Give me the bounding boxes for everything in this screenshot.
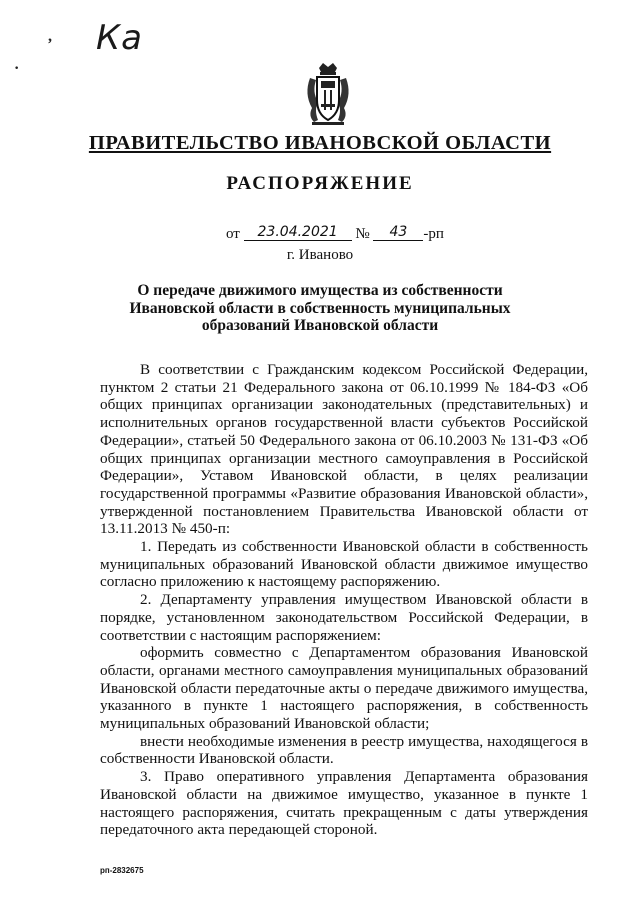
paragraph: оформить совместно с Департаментом образования Ивановской области, органами местного самоуправления муниципальных образований Ивановской области передаточные акты о передаче движимого имущества, указанного в пункте 1 настоящего распоряжения, в собственность муниципальных образований Ивановской области; [100, 644, 588, 733]
ink-dot: , [48, 28, 52, 45]
document-type: РАСПОРЯЖЕНИЕ [226, 173, 414, 194]
paragraph: 3. Право оперативного управления Департамента образования Ивановской области на движимое имущество, указанное в пункте 1 настоящего распоряжения, считать прекращенным с даты утверждения передаточного акта передающей стороной. [100, 768, 588, 839]
paragraph: В соответствии с Гражданским кодексом Российской Федерации, пунктом 2 статьи 21 Федерального закона от 06.10.1999 № 184-ФЗ «Об общих принципах организации законодательных (представительных) и исполнительных органов государственной власти субъектов Российской Федерации», статьей 50 Федерального закона от 06.10.2003 № 131-ФЗ «Об общих принципах организации местного самоуправления в Российской Федерации», Уставом Ивановской области, в целях реализации государственной программы «Развитие образования Ивановской области», утвержденной постановлением Правительства Ивановской области от 13.11.2013 № 450-п: [100, 361, 588, 538]
document-date: 23.04.2021 [244, 224, 352, 241]
document-subject: О передаче движимого имущества из собственности Ивановской области в собственность муниципальных образований Ивановской области [129, 282, 511, 334]
number-suffix: -рп [423, 226, 444, 242]
paragraph: 2. Департаменту управления имуществом Ивановской области в порядке, установленном законодательством Российской Федерации, в соответствии с настоящим распоряжением: [100, 591, 588, 644]
document-number: 43 [373, 224, 423, 241]
ink-dot: · [14, 60, 20, 77]
city: г. Иваново [286, 247, 354, 263]
organization-title: ПРАВИТЕЛЬСТВО ИВАНОВСКОЙ ОБЛАСТИ [88, 132, 552, 154]
paragraph: внести необходимые изменения в реестр имущества, находящегося в собственности Ивановской области. [100, 732, 588, 768]
footer-code: рп-2832675 [100, 866, 144, 875]
document-body [100, 361, 588, 839]
handwritten-mark: Ка [96, 18, 143, 58]
date-number-line [226, 226, 444, 243]
number-label: № [355, 226, 370, 242]
paragraph: 1. Передать из собственности Ивановской области в собственность муниципальных образований Ивановской области движимое имущество согласно приложению к настоящему распоряжению. [100, 538, 588, 591]
coat-of-arms-icon [302, 60, 354, 126]
date-from-label: от [226, 226, 240, 242]
